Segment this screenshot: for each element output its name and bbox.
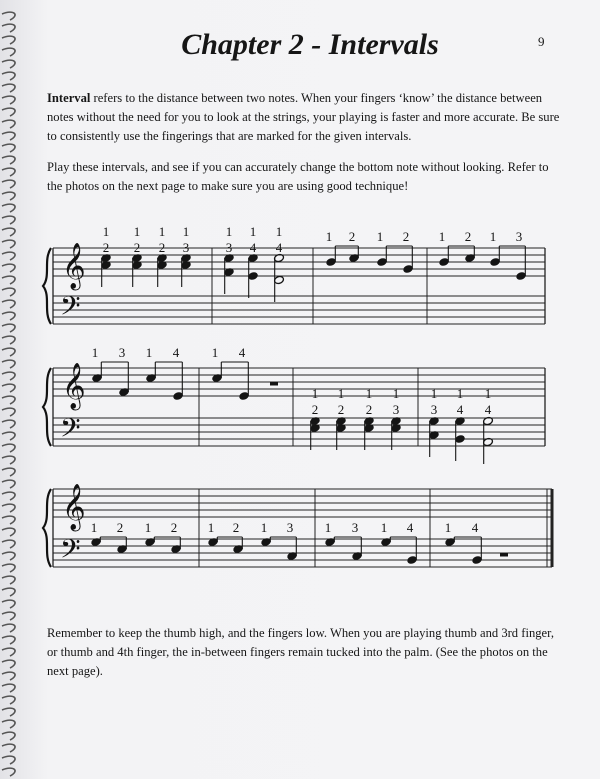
treble-clef-icon: 𝄞	[62, 363, 86, 409]
fingering-number: 1	[144, 520, 152, 535]
fingering-number: 1	[376, 229, 384, 244]
treble-clef-icon: 𝄞	[62, 484, 86, 530]
fingering-number: 3	[392, 402, 400, 417]
fingering-number: 2	[402, 229, 410, 244]
system-1	[43, 224, 545, 328]
fingering-number: 1	[311, 386, 319, 401]
fingering-number: 4	[456, 402, 464, 417]
system-brace	[43, 368, 51, 446]
bass-clef-icon: 𝄢	[60, 533, 81, 571]
fingering-number: 3	[118, 345, 126, 360]
fingering-number: 3	[430, 402, 438, 417]
interval-term: Interval	[47, 91, 91, 105]
fingering-number: 1	[438, 229, 446, 244]
fingering-number: 2	[158, 240, 166, 255]
intro-paragraph-text: refers to the distance between two notes. When your fingers ‘know’ the distance between notes without the need for you to look at the strings, your playing is faster and more accurate. Be sure to consistently use the fingerings that are marked for the given intervals.	[47, 91, 560, 143]
fingering-number: 1	[102, 224, 110, 239]
fingering-number: 1	[337, 386, 345, 401]
system-brace	[43, 248, 51, 324]
fingering-number: 1	[324, 520, 332, 535]
fingering-number: 1	[484, 386, 492, 401]
fingering-number: 3	[515, 229, 523, 244]
instructions-paragraph: Play these intervals, and see if you can accurately change the bottom note without looking. Refer to the photos on the next page to make sure you are using good technique!	[47, 160, 549, 193]
fingering-number: 2	[170, 520, 178, 535]
fingering-number: 2	[232, 520, 240, 535]
bass-clef-icon: 𝄢	[60, 290, 81, 328]
fingering-number: 1	[211, 345, 219, 360]
treble-clef-icon: 𝄞	[62, 243, 86, 289]
fingering-number: 1	[249, 224, 257, 239]
fingering-number: 1	[225, 224, 233, 239]
fingering-number: 2	[337, 402, 345, 417]
fingering-number: 1	[158, 224, 166, 239]
fingering-number: 2	[311, 402, 319, 417]
fingering-number: 3	[225, 240, 233, 255]
fingering-number: 4	[172, 345, 180, 360]
fingering-number: 1	[365, 386, 373, 401]
system-brace	[43, 489, 51, 567]
fingering-number: 1	[182, 224, 190, 239]
fingering-number: 2	[348, 229, 356, 244]
fingering-number: 2	[102, 240, 110, 255]
fingering-number: 4	[249, 240, 257, 255]
whole-rest	[500, 553, 508, 557]
fingering-number: 4	[406, 520, 414, 535]
page-number: 9	[538, 34, 545, 49]
fingering-number: 1	[489, 229, 497, 244]
fingering-number: 4	[238, 345, 246, 360]
fingering-number: 4	[471, 520, 479, 535]
fingering-number: 3	[351, 520, 359, 535]
system-3	[43, 484, 552, 571]
fingering-number: 2	[464, 229, 472, 244]
fingering-number: 2	[116, 520, 124, 535]
fingering-number: 1	[444, 520, 452, 535]
fingering-number: 1	[380, 520, 388, 535]
fingering-number: 1	[91, 345, 99, 360]
fingering-number: 3	[182, 240, 190, 255]
fingering-number: 2	[133, 240, 141, 255]
fingering-number: 1	[430, 386, 438, 401]
bass-clef-icon: 𝄢	[60, 412, 81, 450]
chapter-title: Chapter 2 - Intervals	[181, 28, 439, 61]
fingering-number: 1	[90, 520, 98, 535]
technique-paragraph: Remember to keep the thumb high, and the fingers low. When you are playing thumb and 3rd finger, or thumb and 4th finger, the in-between fingers remain tucked into the palm. (See the photos on the next page).	[47, 626, 554, 678]
fingering-number: 4	[275, 240, 283, 255]
fingering-number: 1	[456, 386, 464, 401]
fingering-number: 1	[260, 520, 268, 535]
fingering-number: 1	[145, 345, 153, 360]
fingering-number: 2	[365, 402, 373, 417]
fingering-number: 1	[325, 229, 333, 244]
whole-rest	[270, 382, 278, 386]
fingering-number: 1	[133, 224, 141, 239]
fingering-number: 4	[484, 402, 492, 417]
fingering-number: 3	[286, 520, 294, 535]
fingering-number: 1	[275, 224, 283, 239]
fingering-number: 1	[207, 520, 215, 535]
system-2	[43, 345, 545, 464]
fingering-number: 1	[392, 386, 400, 401]
